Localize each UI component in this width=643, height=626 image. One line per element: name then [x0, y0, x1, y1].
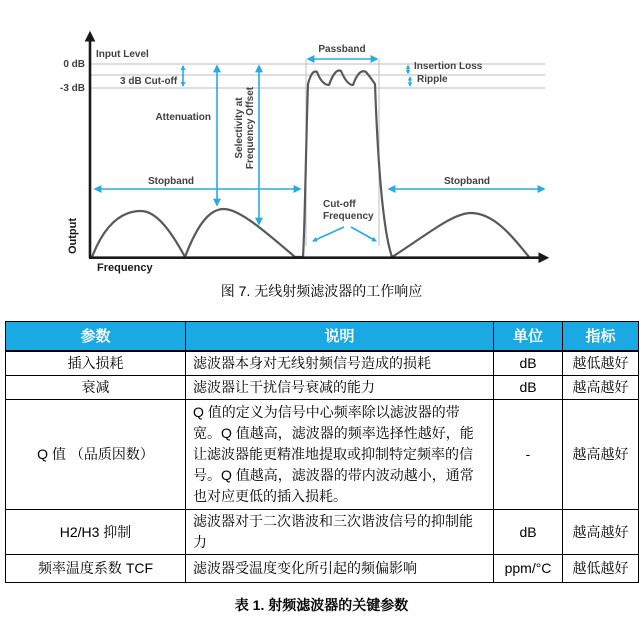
selectivity-label-line1: Selectivity at: [234, 97, 245, 159]
cell-description: 滤波器受温度变化所引起的频偏影响: [186, 554, 494, 582]
minus3-db-label: -3 dB: [60, 83, 85, 94]
cutoff-pointer-right: [351, 227, 376, 241]
table-row: [6, 509, 639, 554]
col-header-unit: 单位: [494, 322, 563, 351]
frequency-axis-label: Frequency: [97, 262, 153, 274]
stopband-left-label: Stopband: [147, 176, 195, 187]
input-level-label: Input Level: [96, 49, 149, 60]
cell-metric: 越高越好: [563, 375, 639, 399]
figure-caption: 图 7. 无线射频滤波器的工作响应: [220, 283, 423, 299]
cell-metric: 越高越好: [563, 399, 639, 509]
cell-unit: dB: [494, 375, 563, 399]
ripple-label: Ripple: [417, 74, 448, 85]
response-curve: [92, 71, 529, 257]
col-header-description: 说明: [186, 322, 494, 351]
table-row: [6, 351, 639, 376]
cell-unit: dB: [494, 351, 563, 376]
cell-description: 滤波器本身对无线射频信号造成的损耗: [186, 351, 494, 376]
cell-unit: ppm/°C: [494, 554, 563, 582]
stopband-right-label: Stopband: [443, 176, 491, 187]
cell-description: 滤波器对于二次谐波和三次谐波信号的抑制能力: [186, 509, 494, 554]
cell-description: 滤波器让干扰信号衰减的能力: [186, 375, 494, 399]
cutoff-pointer-left: [313, 227, 344, 241]
cell-description: Q 值的定义为信号中心频率除以滤波器的带宽。Q 值越高，滤波器的频率选择性越好，能让滤波器能更精准地提取或抑制特定频率的信号。Q 值越高，滤波器的带内波动越小，通常也对应更低的插入损耗。: [186, 399, 494, 509]
insertion-loss-label: Insertion Loss: [414, 61, 483, 72]
filter-response-diagram: [0, 0, 643, 278]
reference-gridlines: [91, 59, 545, 246]
zero-db-label: 0 dB: [63, 59, 85, 70]
table-header-row: [6, 322, 639, 351]
cutoff-frequency-label-line2: Frequency: [323, 211, 374, 222]
output-axis-label: Output: [67, 217, 79, 255]
cell-metric: 越低越好: [563, 554, 639, 582]
table-row: [6, 375, 639, 399]
col-header-metric: 指标: [563, 322, 639, 351]
cell-param: 插入损耗: [6, 351, 186, 376]
parameters-table: [5, 321, 639, 583]
table-row: [6, 554, 639, 582]
cell-metric: 越高越好: [563, 509, 639, 554]
col-header-parameter: 参数: [6, 322, 186, 351]
selectivity-label-line2: Frequency Offset: [245, 86, 256, 170]
passband-label: Passband: [318, 44, 366, 55]
attenuation-label: Attenuation: [155, 112, 211, 123]
table-caption: 表 1. 射频滤波器的关键参数: [234, 597, 409, 613]
cell-param: Q 值 （品质因数）: [6, 399, 186, 509]
cell-param: H2/H3 抑制: [6, 509, 186, 554]
cell-unit: dB: [494, 509, 563, 554]
cell-param: 频率温度系数 TCF: [6, 554, 186, 582]
table-row: [6, 399, 639, 509]
cell-metric: 越低越好: [563, 351, 639, 376]
cutoff-frequency-label-line1: Cut-off: [323, 199, 356, 210]
cell-unit: -: [494, 399, 563, 509]
cell-param: 衰减: [6, 375, 186, 399]
cutoff-3db-label: 3 dB Cut-off: [120, 76, 178, 87]
